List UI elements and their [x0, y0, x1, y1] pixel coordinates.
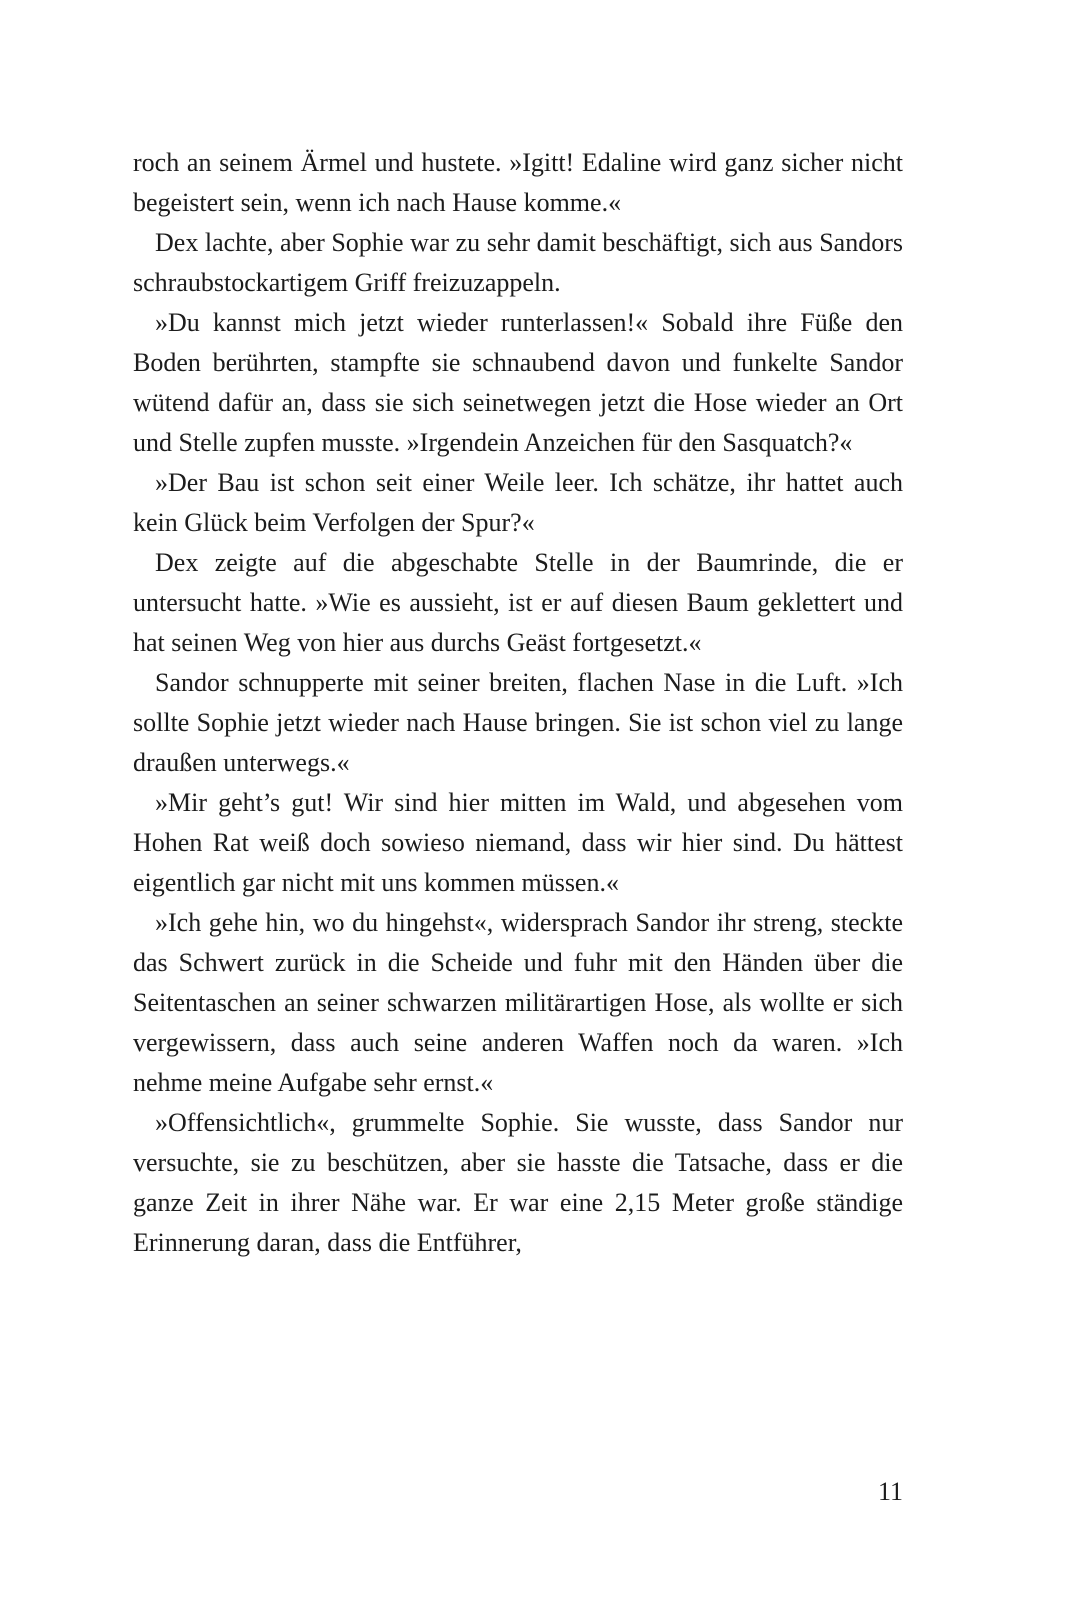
paragraph: »Ich gehe hin, wo du hingehst«, widersprach Sandor ihr streng, steckte das Schwert zurück in die Scheide und fuhr mit den Händen über die Seitentaschen an seiner schwarzen militärartigen Hose, als wollte er sich vergewissern, dass auch seine anderen Waffen noch da waren. »Ich nehme meine Aufgabe sehr ernst.«	[133, 908, 903, 1097]
paragraph: »Der Bau ist schon seit einer Weile leer. Ich schätze, ihr hattet auch kein Glück beim Verfolgen der Spur?«	[133, 468, 903, 537]
paragraph: »Mir geht’s gut! Wir sind hier mitten im Wald, und abgesehen vom Hohen Rat weiß doch sowieso niemand, dass wir hier sind. Du hättest eigentlich gar nicht mit uns kommen müssen.«	[133, 788, 903, 897]
paragraph: roch an seinem Ärmel und hustete. »Igitt! Edaline wird ganz sicher nicht begeistert sein, wenn ich nach Hause komme.«	[133, 148, 903, 217]
page-number: 11	[877, 1477, 903, 1506]
paragraph: Sandor schnupperte mit seiner breiten, flachen Nase in die Luft. »Ich sollte Sophie jetzt wieder nach Hause bringen. Sie ist schon viel zu lange draußen unterwegs.«	[133, 668, 903, 777]
paragraph: Dex zeigte auf die abgeschabte Stelle in der Baumrinde, die er untersucht hatte. »Wie es aussieht, ist er auf diesen Baum geklettert und hat seinen Weg von hier aus durchs Geäst fortgesetzt.«	[133, 548, 903, 657]
paragraph: »Offensichtlich«, grummelte Sophie. Sie wusste, dass Sandor nur versuchte, sie zu beschützen, aber sie hasste die Tatsache, dass er die ganze Zeit in ihrer Nähe war. Er war eine 2,15 Meter große ständige Erinnerung daran, dass die Entführer,	[133, 1108, 903, 1257]
text-block	[133, 143, 903, 1263]
paragraph: »Du kannst mich jetzt wieder runterlassen!« Sobald ihre Füße den Boden berührten, stampfte sie schnaubend davon und funkelte Sandor wütend dafür an, dass sie sich seinetwegen jetzt die Hose wieder an Ort und Stelle zupfen musste. »Irgendein Anzeichen für den Sasquatch?«	[133, 308, 903, 457]
paragraph: Dex lachte, aber Sophie war zu sehr damit beschäftigt, sich aus Sandors schraubstockartigem Griff freizuzappeln.	[133, 228, 903, 297]
